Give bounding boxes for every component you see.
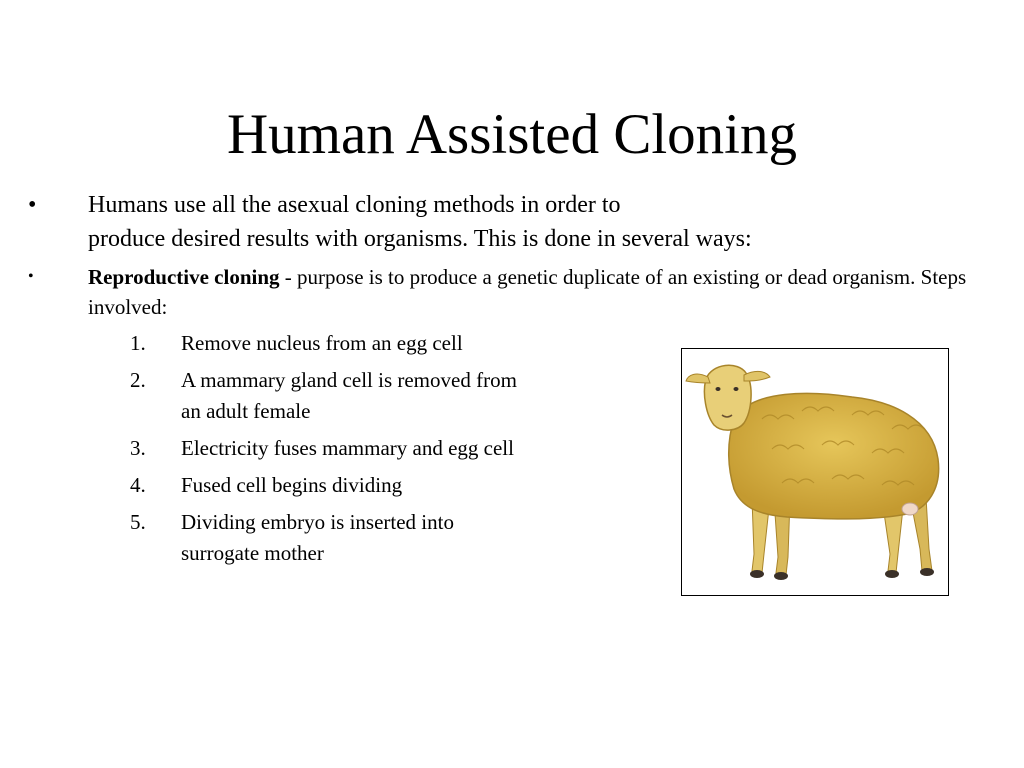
step-item — [130, 433, 650, 464]
step-text: Dividing embryo is inserted into surrogate mother — [181, 510, 454, 565]
steps-list — [130, 328, 650, 575]
step-text: Remove nucleus from an egg cell — [181, 331, 463, 355]
step-item — [130, 507, 650, 569]
bullet-marker: • — [28, 192, 37, 218]
step-number: 3. — [130, 436, 146, 460]
bullet-text-line-1: Humans use all the asexual cloning methods in order to — [88, 192, 621, 218]
slide-title: Human Assisted Cloning — [226, 103, 798, 166]
bullet-definition: - purpose is to produce a genetic duplicate of an existing or dead organism. Steps involved: — [88, 265, 967, 319]
term-reproductive-cloning: Reproductive cloning — [88, 265, 280, 289]
step-text: Fused cell begins dividing — [181, 473, 403, 497]
step-item — [130, 365, 650, 427]
bullet-marker: • — [28, 268, 34, 285]
step-text: A mammary gland cell is removed from an adult female — [181, 368, 517, 423]
step-item — [130, 328, 650, 359]
bullet-text-line-2: produce desired results with organisms. This is done in several ways: — [88, 226, 752, 252]
bullet-item-reproductive-cloning — [28, 262, 968, 322]
step-item — [130, 470, 650, 501]
step-number: 2. — [130, 368, 146, 392]
sheep-image-frame — [681, 348, 949, 596]
bullet-item-intro — [28, 188, 968, 256]
step-text: Electricity fuses mammary and egg cell — [181, 436, 514, 460]
step-number: 4. — [130, 473, 146, 497]
step-number: 1. — [130, 331, 146, 355]
step-number: 5. — [130, 510, 146, 534]
sheep-icon — [682, 349, 948, 595]
